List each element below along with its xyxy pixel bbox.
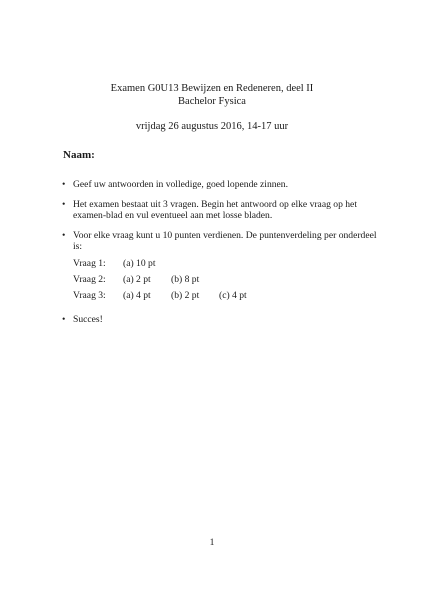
question-label: Vraag 1: (73, 257, 106, 269)
list-item (60, 199, 380, 222)
page-number: 1 (209, 537, 215, 548)
bullet-icon: • (62, 229, 66, 241)
instruction-text: Succes! (73, 313, 103, 325)
instruction-text: Geef uw antwoorden in volledige, goed lopende zinnen. (73, 179, 288, 190)
exam-subtitle: Bachelor Fysica (178, 96, 246, 107)
instructions-list (60, 179, 380, 333)
part-c-points (219, 274, 267, 290)
bullet-icon: • (62, 313, 66, 325)
question-label: Vraag 2: (73, 273, 106, 285)
part-c-points (219, 258, 267, 274)
part-a-points: (a) 10 pt (123, 257, 156, 269)
exam-date: vrijdag 26 augustus 2016, 14-17 uur (135, 121, 289, 132)
part-c-points: (c) 4 pt (219, 289, 247, 301)
table-row (73, 274, 267, 290)
list-item (60, 314, 380, 326)
list-item (60, 179, 380, 191)
bullet-icon: • (62, 198, 66, 210)
name-label: Naam: (63, 149, 95, 161)
part-a-points: (a) 4 pt (123, 289, 151, 301)
part-b-points: (b) 2 pt (171, 289, 200, 301)
question-label: Vraag 3: (73, 289, 106, 301)
part-a-points: (a) 2 pt (123, 273, 151, 285)
bullet-icon: • (62, 179, 66, 190)
table-row (73, 290, 267, 306)
points-distribution-table (73, 258, 267, 306)
part-b-points (171, 258, 219, 274)
part-b-points: (b) 8 pt (171, 273, 200, 285)
list-item (60, 230, 380, 306)
exam-title: Examen G0U13 Bewijzen en Redeneren, deel II (110, 83, 314, 94)
instruction-text: Het examen bestaat uit 3 vragen. Begin het antwoord op elke vraag op het examen-blad en vul eventueel aan met losse bladen. (73, 198, 357, 221)
table-row (73, 258, 267, 274)
instruction-text: Voor elke vraag kunt u 10 punten verdienen. De puntenverdeling per onderdeel is: (73, 229, 377, 252)
